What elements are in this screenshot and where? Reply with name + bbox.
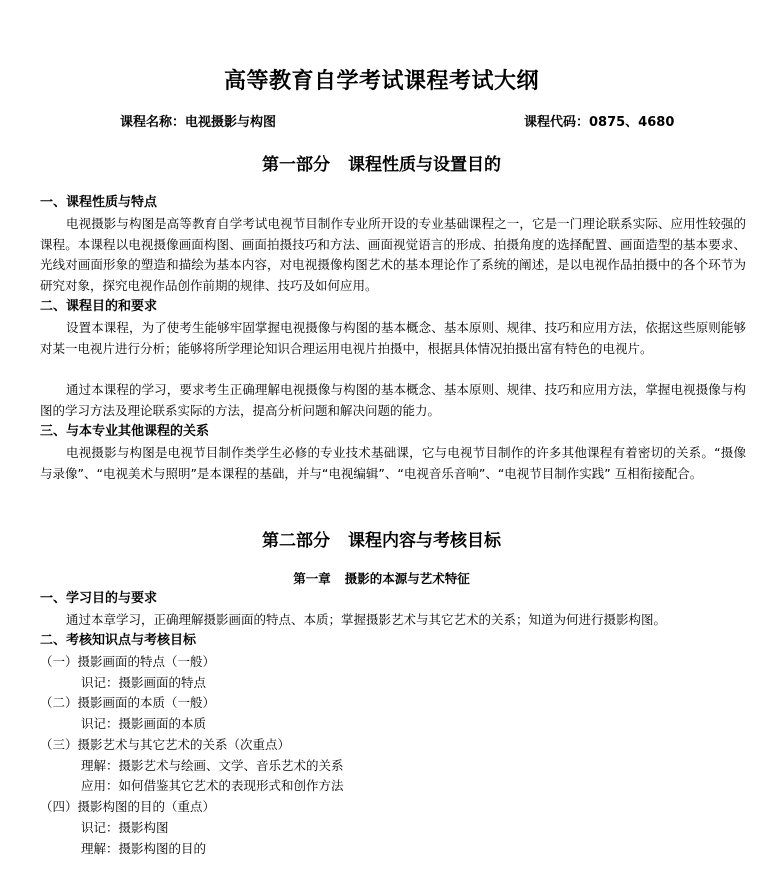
section-heading-assessment: 二、考核知识点与考核目标 (40, 633, 197, 648)
part-2-name: 课程内容与考核目标 (348, 531, 501, 551)
part-1-number: 第一部分 (262, 155, 330, 175)
section-heading-relations: 三、与本专业其他课程的关系 (40, 424, 210, 439)
chapter-1-number: 第一章 (293, 571, 331, 586)
knowledge-detail-4-2: 理解：摄影构图的目的 (81, 841, 207, 856)
section-heading-goals: 二、课程目的和要求 (40, 299, 158, 314)
paragraph-study-goals: 通过本章学习，正确理解摄影画面的特点、本质；掌握摄影艺术与其它艺术的关系；知道为何进行摄影构图。 (66, 612, 667, 627)
chapter-1-name: 摄影的本源与艺术特征 (344, 571, 470, 586)
knowledge-detail-3-1: 理解：摄影艺术与绘画、文学、音乐艺术的关系 (81, 758, 344, 773)
section-heading-study-goals: 一、学习目的与要求 (40, 591, 158, 606)
knowledge-detail-3-2: 应用：如何借鉴其它艺术的表现形式和创作方法 (81, 778, 344, 793)
paragraph-nature: 电视摄影与构图是高等教育自学考试电视节目制作专业所开设的专业基础课程之一，它是一门理论联系实际、应用性较强的课程。本课程以电视摄像画面构图、画面拍摄技巧和方法、画面视觉语言的形成、拍摄角度的选择配置、画面造型的基本要求、光线对画面形象的塑造和描绘为基本内容，对电视摄像构图艺术的基本理论作了系统的阐述，是以电视作品拍摄中的各个环节为研究对象，探究电视作品创作前期的规律、技巧及如何应用。 (40, 216, 746, 293)
course-name: 课程名称：电视摄影与构图 (120, 115, 277, 130)
part-1-name: 课程性质与设置目的 (348, 155, 501, 175)
part-1-title (0, 150, 763, 175)
paragraph-goals-2: 通过本课程的学习，要求考生正确理解电视摄像与构图的基本概念、基本原则、规律、技巧和应用方法，掌握电视摄像与构图的学习方法及理论联系实际的方法，提高分析问题和解决问题的能力。 (40, 382, 746, 418)
knowledge-point-3: （三）摄影艺术与其它艺术的关系（次重点） (40, 737, 291, 752)
knowledge-detail-2-1: 识记：摄影画面的本质 (81, 716, 207, 731)
course-code: 课程代码：0875、4680 (524, 115, 675, 130)
chapter-1-title (0, 569, 763, 587)
section-heading-nature: 一、课程性质与特点 (40, 195, 158, 210)
knowledge-point-2: （二）摄影画面的本质（一般） (40, 695, 216, 710)
knowledge-detail-4-1: 识记：摄影构图 (81, 820, 169, 835)
paragraph-goals-1: 设置本课程，为了使考生能够牢固掌握电视摄像与构图的基本概念、基本原则、规律、技巧和应用方法，依据这些原则能够对某一电视片进行分析；能够将所学理论知识合理运用电视片拍摄中，根据具体情况拍摄出富有特色的电视片。 (40, 320, 746, 356)
knowledge-detail-1-1: 识记：摄影画面的特点 (81, 675, 207, 690)
document-title: 高等教育自学考试课程考试大纲 (223, 69, 539, 94)
knowledge-point-1: （一）摄影画面的特点（一般） (40, 654, 216, 669)
part-2-title (0, 526, 763, 551)
paragraph-relations: 电视摄影与构图是电视节目制作类学生必修的专业技术基础课，它与电视节目制作的许多其他课程有着密切的关系。“摄像与录像”、“电视美术与照明”是本课程的基础，并与“电视编辑”、“电视音乐音响”、“电视节目制作实践” 互相衔接配合。 (40, 445, 746, 481)
knowledge-point-4: （四）摄影构图的目的（重点） (40, 799, 216, 814)
part-2-number: 第二部分 (262, 531, 330, 551)
